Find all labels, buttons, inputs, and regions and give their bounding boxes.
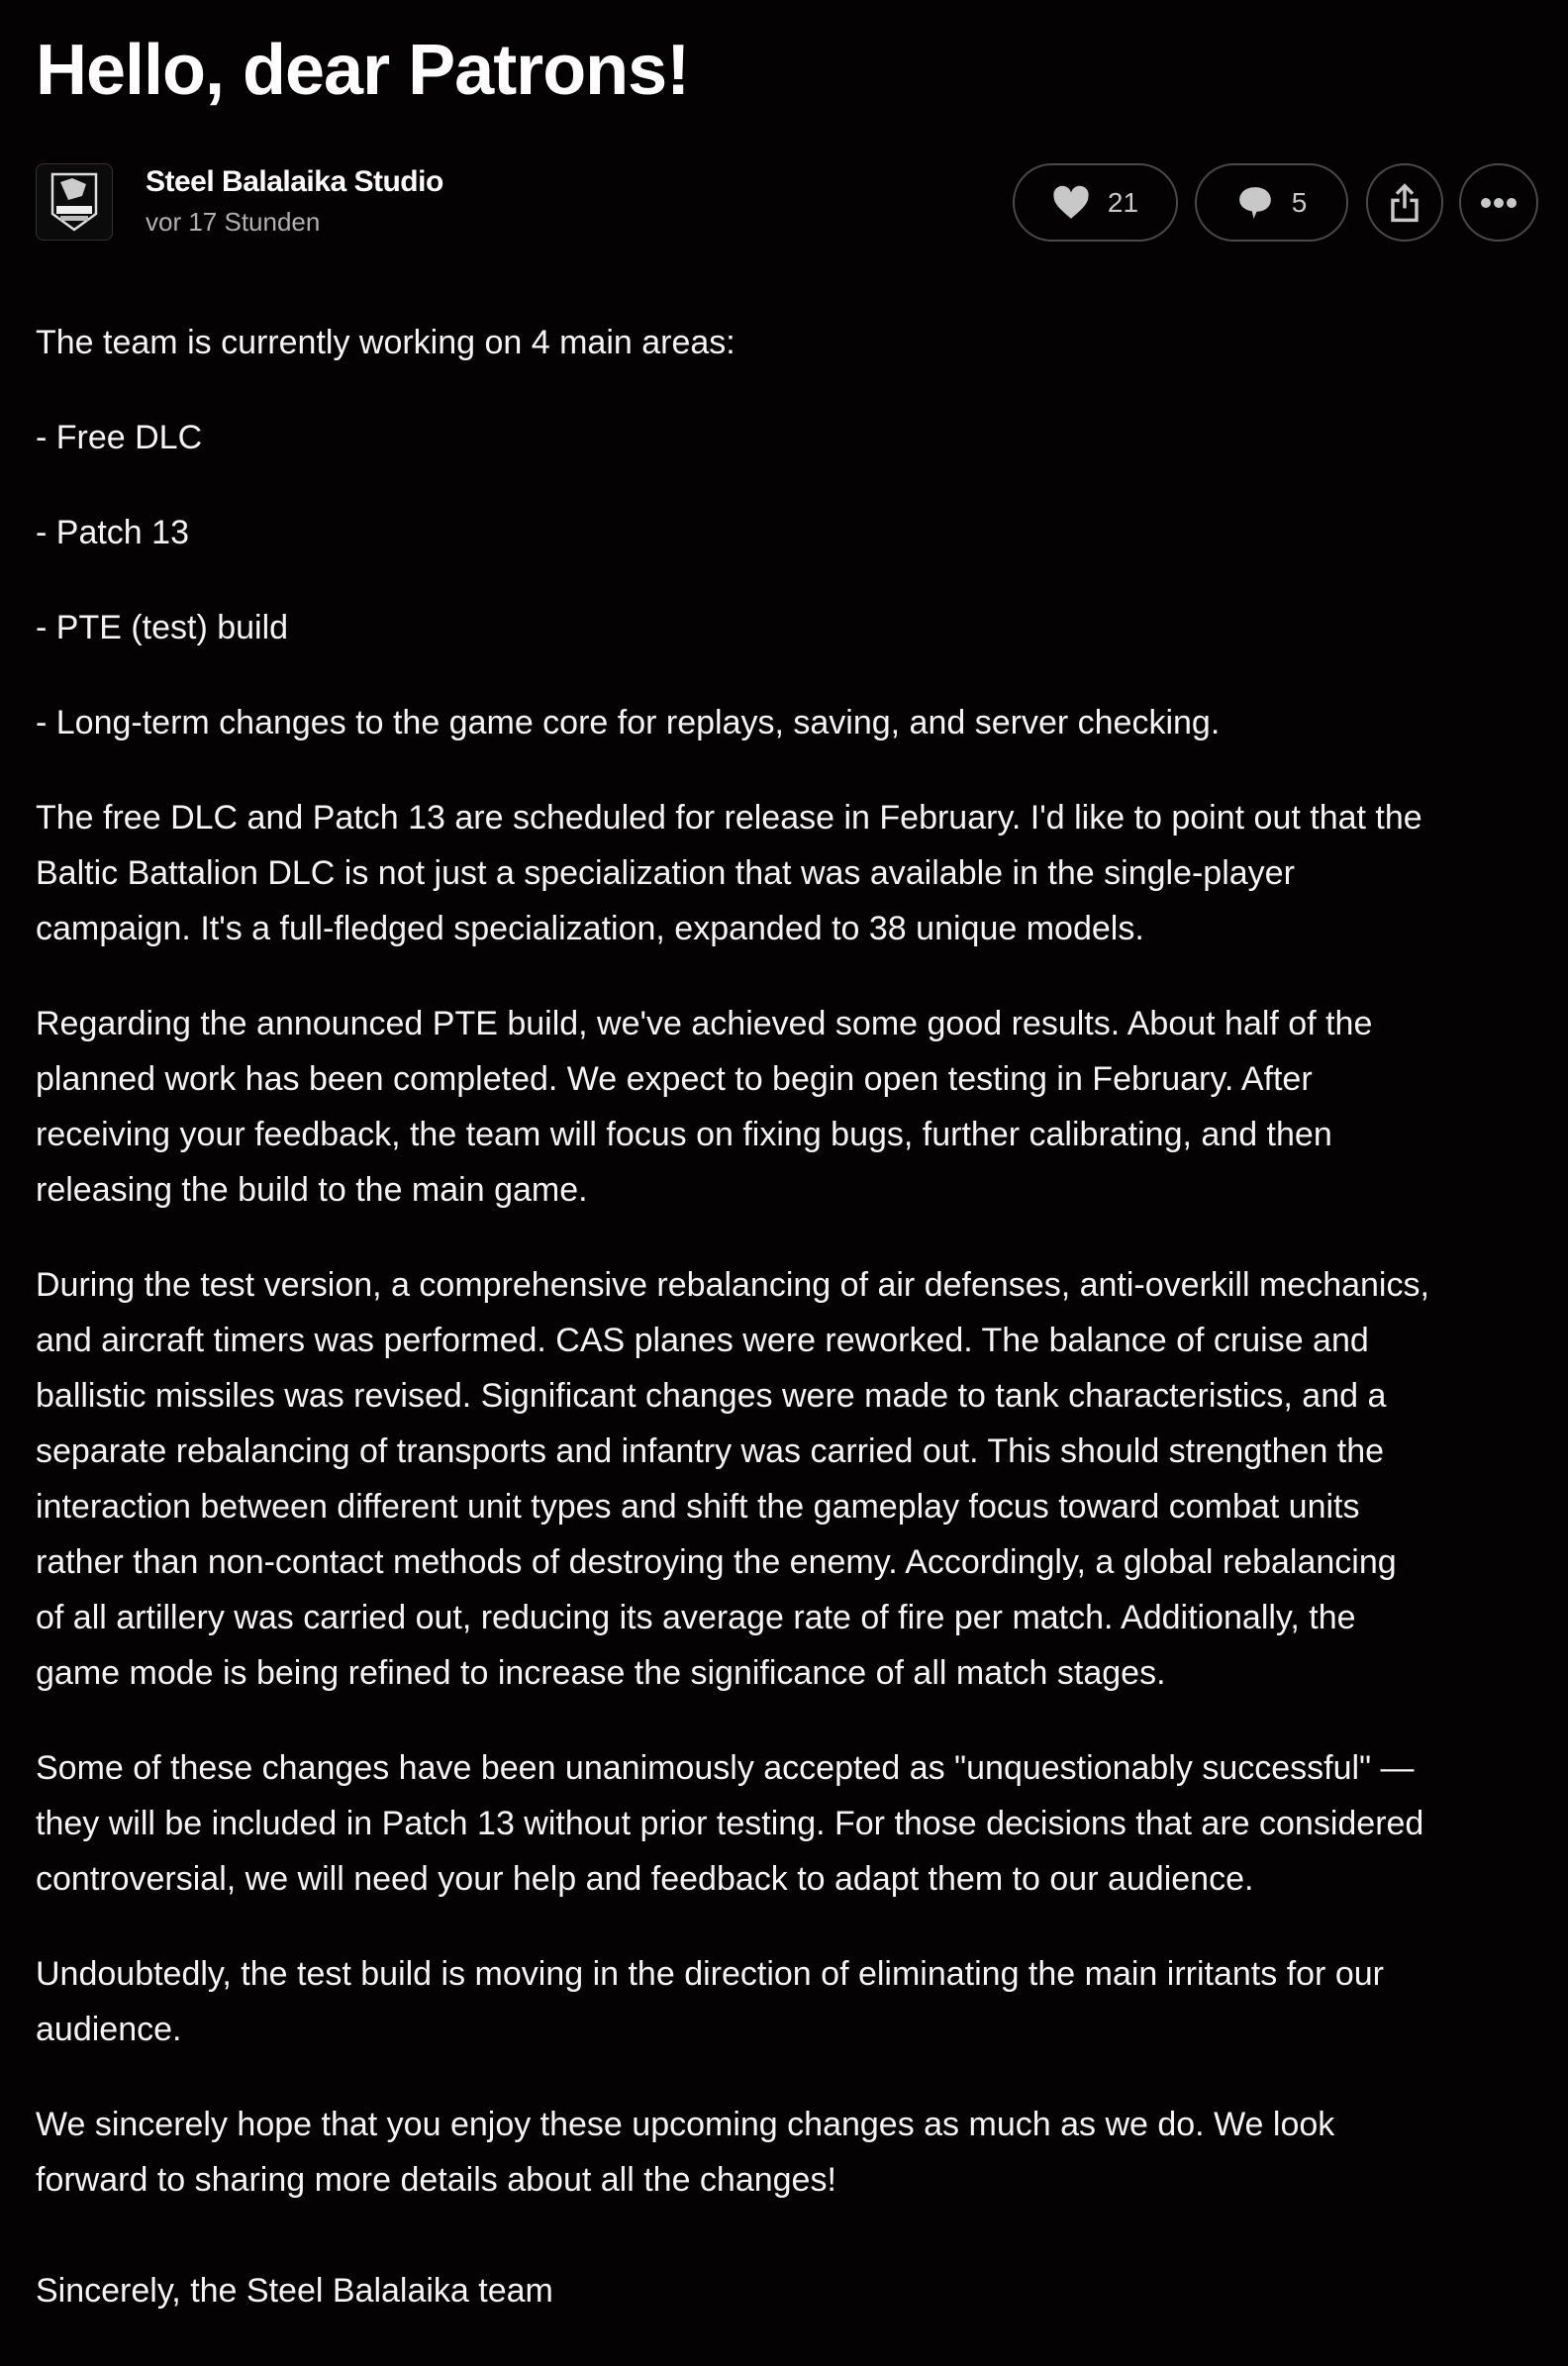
post-paragraph xyxy=(36,410,1550,465)
paragraph-line: forward to sharing more details about all the changes! xyxy=(36,2161,836,2199)
post-paragraph xyxy=(36,2097,1550,2208)
studio-logo-icon xyxy=(47,170,102,234)
paragraph-line: campaign. It's a full-fledged specialization, expanded to 38 unique models. xyxy=(36,910,1144,947)
paragraph-line: We sincerely hope that you enjoy these upcoming changes as much as we do. We look xyxy=(36,2106,1335,2143)
paragraph-line: audience. xyxy=(36,2011,182,2048)
share-icon xyxy=(1389,183,1421,223)
comment-count: 5 xyxy=(1291,186,1308,218)
paragraph-line: - Free DLC xyxy=(36,419,203,456)
post-timestamp: vor 17 Stunden xyxy=(146,207,321,237)
post-paragraph xyxy=(36,695,1550,750)
paragraph-line: receiving your feedback, the team will focus on fixing bugs, further calibrating, and then xyxy=(36,1116,1332,1153)
post-paragraph xyxy=(36,996,1550,1218)
paragraph-line: planned work has been completed. We expect to begin open testing in February. After xyxy=(36,1060,1313,1098)
paragraph-line: rather than non-contact methods of destroying the enemy. Accordingly, a global rebalancing xyxy=(36,1543,1397,1581)
post-paragraph xyxy=(36,1257,1550,1701)
paragraph-line: and aircraft timers was performed. CAS planes were reworked. The balance of cruise and xyxy=(36,1322,1369,1359)
post-paragraph xyxy=(36,1946,1550,2057)
post-paragraph xyxy=(36,1740,1550,1907)
paragraph-line: - Long-term changes to the game core for replays, saving, and server checking. xyxy=(36,704,1221,741)
comment-button[interactable] xyxy=(1195,163,1348,242)
post-paragraph xyxy=(36,2263,1550,2318)
paragraph-line: controversial, we will need your help and feedback to adapt them to our audience. xyxy=(36,1860,1254,1898)
more-dots-icon xyxy=(1479,197,1519,209)
post-paragraph xyxy=(36,315,1550,370)
post-title: Hello, dear Patrons! xyxy=(36,31,690,110)
paragraph-line: separate rebalancing of transports and infantry was carried out. This should strengthen the xyxy=(36,1432,1385,1470)
post-paragraph xyxy=(36,505,1550,560)
paragraph-line: - PTE (test) build xyxy=(36,609,289,646)
paragraph-line: of all artillery was carried out, reducing its average rate of fire per match. Additionally, the xyxy=(36,1599,1356,1636)
comment-bubble-icon xyxy=(1236,184,1274,222)
post-header xyxy=(36,163,1538,243)
paragraph-line: Sincerely, the Steel Balalaika team xyxy=(36,2272,553,2310)
avatar[interactable] xyxy=(36,163,113,241)
paragraph-line: game mode is being refined to increase the significance of all match stages. xyxy=(36,1654,1166,1692)
paragraph-line: Baltic Battalion DLC is not just a specialization that was available in the single-player xyxy=(36,854,1295,892)
paragraph-line: Undoubtedly, the test build is moving in the direction of eliminating the main irritants for our xyxy=(36,1955,1384,1993)
more-options-button[interactable] xyxy=(1459,163,1538,242)
paragraph-line: The free DLC and Patch 13 are scheduled for release in February. I'd like to point out that the xyxy=(36,799,1422,837)
paragraph-line: Some of these changes have been unanimously accepted as "unquestionably successful" — xyxy=(36,1749,1415,1787)
heart-icon xyxy=(1052,185,1090,221)
paragraph-line: they will be included in Patch 13 without prior testing. For those decisions that are considered xyxy=(36,1805,1424,1842)
post-paragraph xyxy=(36,600,1550,655)
paragraph-line: The team is currently working on 4 main areas: xyxy=(36,324,735,361)
post-paragraph xyxy=(36,790,1550,956)
like-button[interactable] xyxy=(1013,163,1178,242)
share-button[interactable] xyxy=(1366,163,1443,242)
paragraph-line: - Patch 13 xyxy=(36,514,189,551)
post-body xyxy=(36,315,1550,2358)
paragraph-line: releasing the build to the main game. xyxy=(36,1171,588,1209)
paragraph-line: Regarding the announced PTE build, we've achieved some good results. About half of the xyxy=(36,1005,1373,1042)
paragraph-line: interaction between different unit types and shift the gameplay focus toward combat units xyxy=(36,1488,1360,1526)
paragraph-line: ballistic missiles was revised. Significant changes were made to tank characteristics, and a xyxy=(36,1377,1387,1415)
like-count: 21 xyxy=(1107,186,1139,218)
author-name[interactable]: Steel Balalaika Studio xyxy=(146,165,443,198)
paragraph-line: During the test version, a comprehensive rebalancing of air defenses, anti-overkill mechanics, xyxy=(36,1266,1429,1304)
